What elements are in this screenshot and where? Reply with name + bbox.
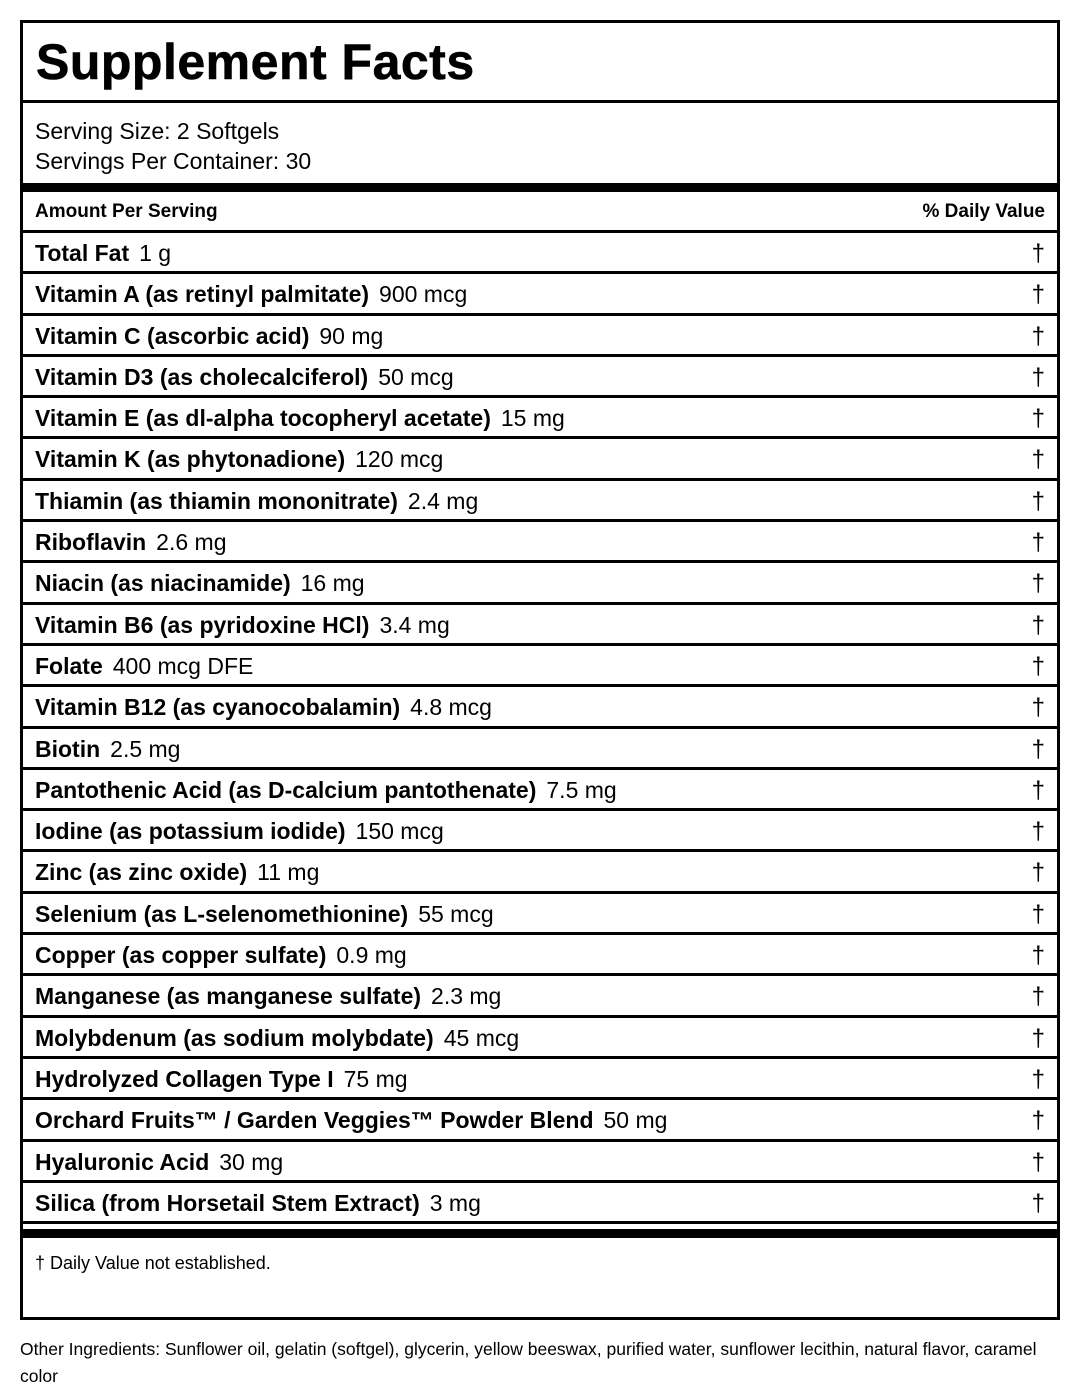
- daily-value-dagger: †: [1031, 694, 1045, 722]
- daily-value-dagger: †: [1031, 322, 1045, 350]
- nutrient-name: Orchard Fruits™ / Garden Veggies™ Powder Blend: [35, 1107, 594, 1134]
- nutrient-name: Silica (from Horsetail Stem Extract): [35, 1189, 420, 1216]
- nutrient-text: [35, 1108, 667, 1133]
- nutrient-row: [23, 894, 1057, 935]
- daily-value-dagger: †: [1031, 900, 1045, 928]
- thick-divider-top: [23, 183, 1057, 192]
- nutrient-row: [23, 316, 1057, 357]
- nutrient-amount: 90 mg: [319, 322, 384, 349]
- nutrient-amount: 0.9 mg: [336, 942, 407, 969]
- daily-value-dagger: †: [1031, 1107, 1045, 1135]
- daily-value-dagger: †: [1031, 942, 1045, 970]
- nutrient-text: [35, 902, 494, 927]
- daily-value-dagger: †: [1031, 1065, 1045, 1093]
- nutrient-text: [35, 984, 501, 1009]
- nutrient-name: Iodine (as potassium iodide): [35, 818, 346, 845]
- nutrient-name: Vitamin B12 (as cyanocobalamin): [35, 694, 401, 721]
- daily-value-dagger: †: [1031, 1148, 1045, 1176]
- daily-value-dagger: †: [1031, 363, 1045, 391]
- nutrient-text: [35, 241, 171, 266]
- daily-value-dagger: †: [1031, 405, 1045, 433]
- thick-divider-bottom: [23, 1229, 1057, 1238]
- nutrient-amount: 50 mcg: [378, 363, 454, 390]
- nutrient-text: [35, 943, 407, 968]
- nutrient-amount: 120 mcg: [355, 446, 444, 473]
- daily-value-dagger: †: [1031, 652, 1045, 680]
- daily-value-dagger: †: [1031, 859, 1045, 887]
- nutrient-amount: 30 mg: [219, 1148, 284, 1175]
- nutrient-amount: 2.4 mg: [407, 487, 479, 514]
- nutrient-text: [35, 1026, 519, 1051]
- nutrient-text: [35, 489, 478, 514]
- daily-value-dagger: †: [1031, 529, 1045, 557]
- nutrient-text: [35, 778, 617, 803]
- nutrient-row: [23, 605, 1057, 646]
- daily-value-label: % Daily Value: [922, 201, 1045, 222]
- nutrient-name: Copper (as copper sulfate): [35, 942, 327, 969]
- nutrient-row: [23, 1100, 1057, 1141]
- nutrient-name: Manganese (as manganese sulfate): [35, 983, 422, 1010]
- nutrient-row: [23, 687, 1057, 728]
- nutrient-text: [35, 1191, 481, 1216]
- nutrient-amount: 55 mcg: [418, 900, 494, 927]
- daily-value-dagger: †: [1031, 487, 1045, 515]
- title-section: [23, 23, 1057, 103]
- nutrient-name: Selenium (as L-selenomethionine): [35, 900, 409, 927]
- nutrient-name: Vitamin B6 (as pyridoxine HCl): [35, 611, 370, 638]
- nutrient-name: Total Fat: [35, 240, 130, 266]
- nutrient-row: [23, 811, 1057, 852]
- nutrient-row: [23, 646, 1057, 687]
- daily-value-dagger: †: [1031, 776, 1045, 804]
- nutrient-amount: 400 mcg DFE: [112, 652, 254, 679]
- nutrient-amount: 16 mg: [300, 570, 365, 597]
- nutrient-name: Vitamin K (as phytonadione): [35, 446, 346, 473]
- daily-value-dagger: †: [1031, 1024, 1045, 1052]
- nutrient-row: [23, 233, 1057, 274]
- nutrient-text: [35, 860, 319, 885]
- nutrient-text: [35, 613, 450, 638]
- nutrient-text: [35, 571, 365, 596]
- nutrient-row: [23, 522, 1057, 563]
- nutrient-text: [35, 324, 383, 349]
- servings-per-container: Servings Per Container: 30: [35, 148, 312, 174]
- nutrient-name: Pantothenic Acid (as D-calcium pantothenate): [35, 776, 537, 803]
- nutrient-name: Niacin (as niacinamide): [35, 570, 291, 597]
- amount-per-serving-label: Amount Per Serving: [35, 201, 218, 222]
- daily-value-dagger: †: [1031, 281, 1045, 309]
- nutrient-row: [23, 398, 1057, 439]
- daily-value-dagger: †: [1031, 818, 1045, 846]
- nutrient-row: [23, 481, 1057, 522]
- nutrient-row: [23, 1142, 1057, 1183]
- nutrient-amount: 3 mg: [429, 1189, 481, 1216]
- nutrient-text: [35, 737, 180, 762]
- nutrient-text: [35, 447, 443, 472]
- nutrient-text: [35, 695, 492, 720]
- nutrient-amount: 2.6 mg: [156, 529, 227, 556]
- nutrient-name: Vitamin E (as dl-alpha tocopheryl acetate): [35, 405, 491, 432]
- nutrient-text: [35, 530, 227, 555]
- serving-info: [23, 106, 1057, 186]
- panel-title: Supplement Facts: [36, 34, 475, 90]
- nutrient-name: Vitamin C (ascorbic acid): [35, 322, 310, 349]
- nutrient-row: [23, 1183, 1057, 1224]
- nutrient-name: Thiamin (as thiamin mononitrate): [35, 487, 398, 514]
- nutrient-amount: 2.3 mg: [431, 983, 502, 1010]
- nutrient-text: [35, 365, 454, 390]
- nutrient-amount: 2.5 mg: [110, 735, 181, 762]
- nutrient-row: [23, 729, 1057, 770]
- other-ingredients: Other Ingredients: Sunflower oil, gelatin (softgel), glycerin, yellow beeswax, purified water, sunflower lecithin, natural flavor, caramel color: [20, 1339, 1037, 1386]
- column-header: [23, 192, 1057, 233]
- nutrient-name: Hyaluronic Acid: [35, 1148, 210, 1175]
- nutrient-row: [23, 563, 1057, 604]
- nutrient-amount: 75 mg: [343, 1065, 408, 1092]
- nutrient-text: [35, 1150, 283, 1175]
- daily-value-dagger: †: [1031, 570, 1045, 598]
- daily-value-dagger: †: [1031, 611, 1045, 639]
- daily-value-dagger: †: [1031, 735, 1045, 763]
- nutrient-amount: 150 mcg: [355, 818, 444, 845]
- nutrient-text: [35, 1067, 408, 1092]
- daily-value-dagger: †: [1031, 446, 1045, 474]
- daily-value-dagger: †: [1031, 983, 1045, 1011]
- nutrient-name: Folate: [35, 652, 103, 679]
- nutrient-amount: 50 mg: [603, 1107, 668, 1134]
- serving-size: Serving Size: 2 Softgels: [35, 118, 280, 144]
- nutrient-row: [23, 935, 1057, 976]
- nutrient-name: Vitamin A (as retinyl palmitate): [35, 281, 370, 308]
- daily-value-dagger: †: [1031, 240, 1045, 267]
- nutrient-text: [35, 819, 444, 844]
- nutrient-name: Vitamin D3 (as cholecalciferol): [35, 363, 369, 390]
- nutrient-name: Molybdenum (as sodium molybdate): [35, 1024, 434, 1051]
- nutrient-list: [23, 233, 1057, 1224]
- nutrient-row: [23, 852, 1057, 893]
- nutrient-text: [35, 654, 253, 679]
- nutrient-name: Riboflavin: [35, 529, 147, 556]
- daily-value-dagger: †: [1031, 1189, 1045, 1217]
- nutrient-row: [23, 976, 1057, 1017]
- nutrient-row: [23, 1018, 1057, 1059]
- nutrient-row: [23, 1059, 1057, 1100]
- nutrient-text: [35, 282, 467, 307]
- nutrient-row: [23, 770, 1057, 811]
- nutrient-row: [23, 357, 1057, 398]
- nutrient-row: [23, 274, 1057, 315]
- nutrient-name: Zinc (as zinc oxide): [35, 859, 248, 886]
- nutrient-amount: 15 mg: [500, 405, 565, 432]
- nutrient-row: [23, 439, 1057, 480]
- nutrient-text: [35, 406, 565, 431]
- nutrient-name: Biotin: [35, 735, 101, 762]
- supplement-facts-panel: [20, 20, 1060, 1320]
- nutrient-amount: 11 mg: [257, 859, 320, 886]
- footnote: † Daily Value not established.: [35, 1253, 271, 1273]
- nutrient-amount: 900 mcg: [379, 281, 468, 308]
- nutrient-amount: 1 g: [139, 240, 172, 266]
- nutrient-amount: 4.8 mcg: [410, 694, 492, 721]
- nutrient-amount: 3.4 mg: [379, 611, 450, 638]
- nutrient-name: Hydrolyzed Collagen Type I: [35, 1065, 334, 1092]
- nutrient-amount: 7.5 mg: [546, 776, 617, 803]
- nutrient-amount: 45 mcg: [443, 1024, 520, 1051]
